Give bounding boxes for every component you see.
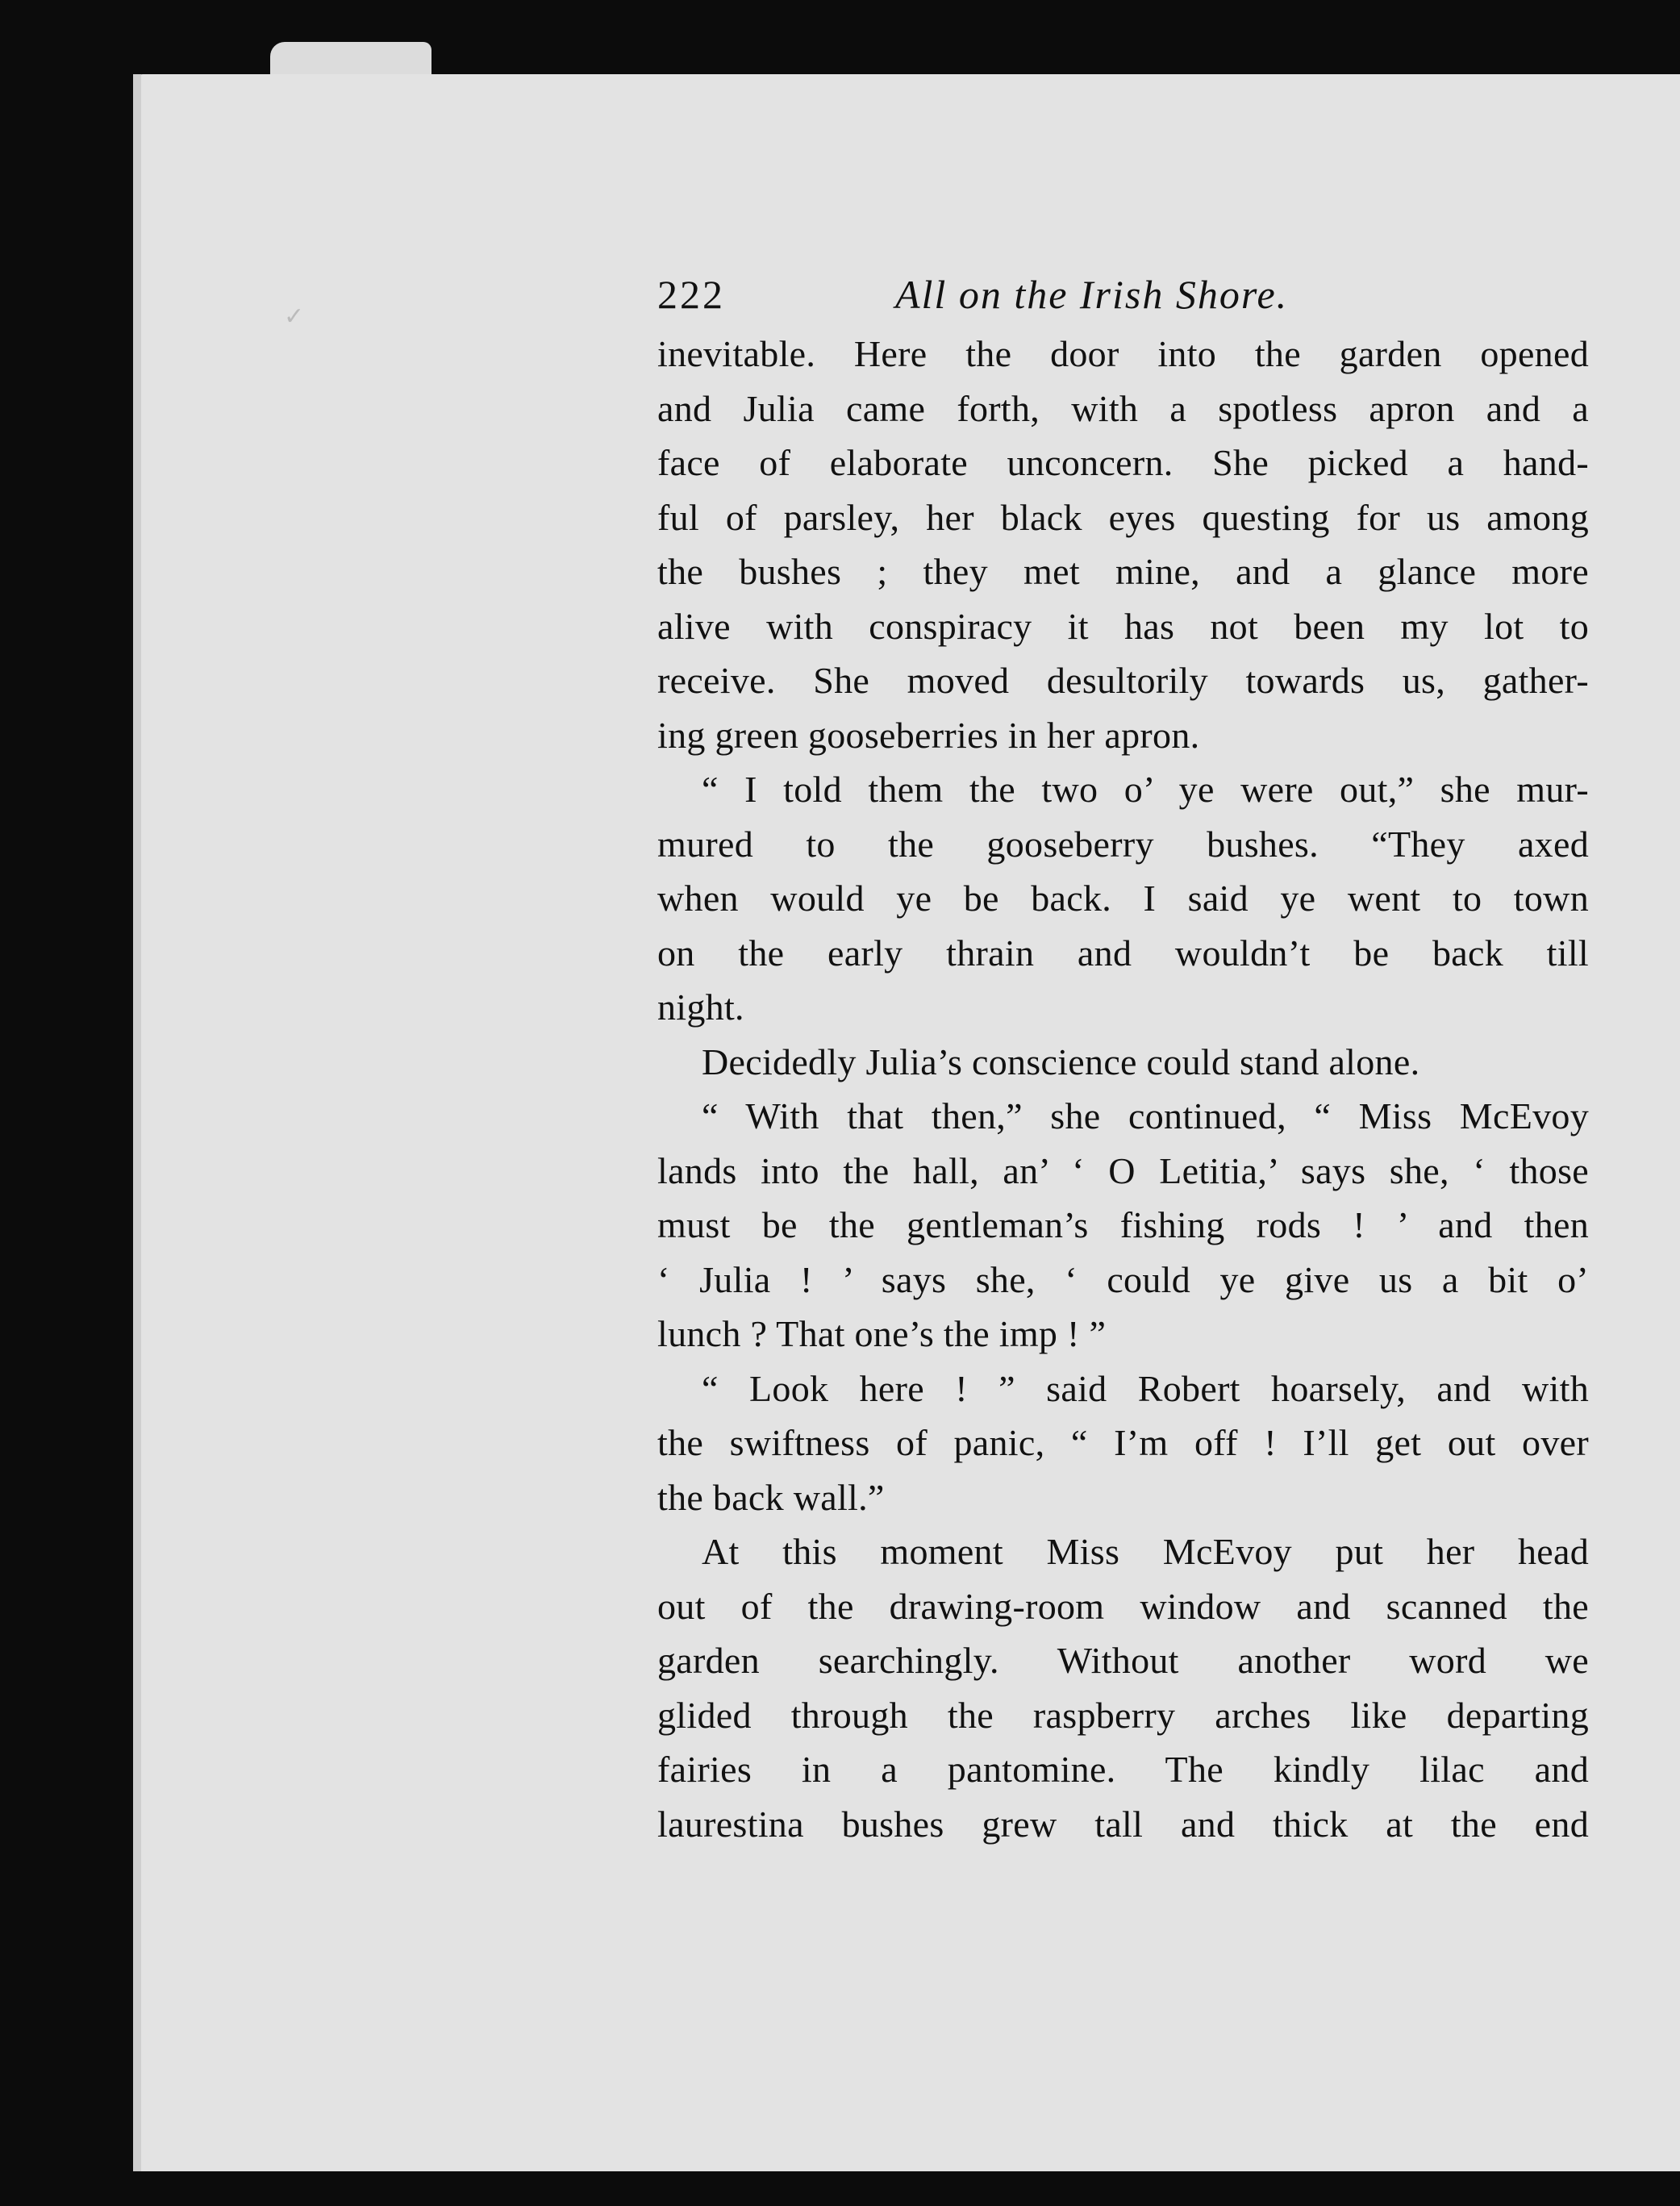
body-text (657, 327, 1589, 1851)
text-line: “ With that then,” she continued, “ Miss McEvoy (702, 1095, 1589, 1136)
text-line: when would ye be back. I said ye went to town (657, 878, 1589, 919)
text-line: laurestina bushes grew tall and thick at the end (657, 1803, 1589, 1845)
text-line: fairies in a pantomine. The kindly lilac and (657, 1749, 1589, 1790)
text-line: receive. She moved desultorily towards us, gather- (657, 660, 1589, 701)
page-number: 222 (657, 272, 725, 317)
text-line: and Julia came forth, with a spotless apron and a (657, 387, 1589, 429)
text-line: ful of parsley, her black eyes questing for us among (657, 496, 1589, 538)
text-line: glided through the raspberry arches like departing (657, 1694, 1589, 1736)
text-line: the back wall.” (657, 1476, 885, 1518)
text-line: “ I told them the two o’ ye were out,” she mur- (702, 769, 1589, 810)
text-line: “ Look here ! ” said Robert hoarsely, and with (702, 1367, 1589, 1409)
running-title: All on the Irish Shore. (895, 272, 1289, 317)
text-line: the swiftness of panic, “ I’m off ! I’ll get out over (657, 1422, 1589, 1463)
text-line: ing green gooseberries in her apron. (657, 714, 1200, 756)
text-line: lunch ? That one’s the imp ! ” (657, 1313, 1107, 1354)
text-line: alive with conspiracy it has not been my lot to (657, 605, 1589, 647)
text-line: mured to the gooseberry bushes. “They axed (657, 823, 1589, 865)
text-line: lands into the hall, an’ ‘ O Letitia,’ says she, ‘ those (657, 1149, 1589, 1191)
text-line: At this moment Miss McEvoy put her head (702, 1531, 1589, 1572)
text-line: inevitable. Here the door into the garden opened (657, 333, 1589, 374)
text-line: out of the drawing-room window and scanned the (657, 1585, 1589, 1627)
page-edge (133, 74, 141, 2171)
text-line: must be the gentleman’s fishing rods ! ’ and then (657, 1204, 1589, 1245)
text-line: night. (657, 986, 744, 1028)
text-line: garden searchingly. Without another word we (657, 1640, 1589, 1681)
page-text-block (657, 262, 1589, 1851)
running-head (657, 262, 1589, 327)
text-line: on the early thrain and wouldn’t be back till (657, 932, 1589, 974)
text-line: face of elaborate unconcern. She picked a hand- (657, 442, 1589, 483)
margin-tick-mark: ✓ (284, 303, 305, 330)
text-line: the bushes ; they met mine, and a glance more (657, 551, 1589, 592)
text-line: Decidedly Julia’s conscience could stand alone. (702, 1040, 1420, 1082)
text-line: ‘ Julia ! ’ says she, ‘ could ye give us a bit o’ (657, 1258, 1589, 1300)
